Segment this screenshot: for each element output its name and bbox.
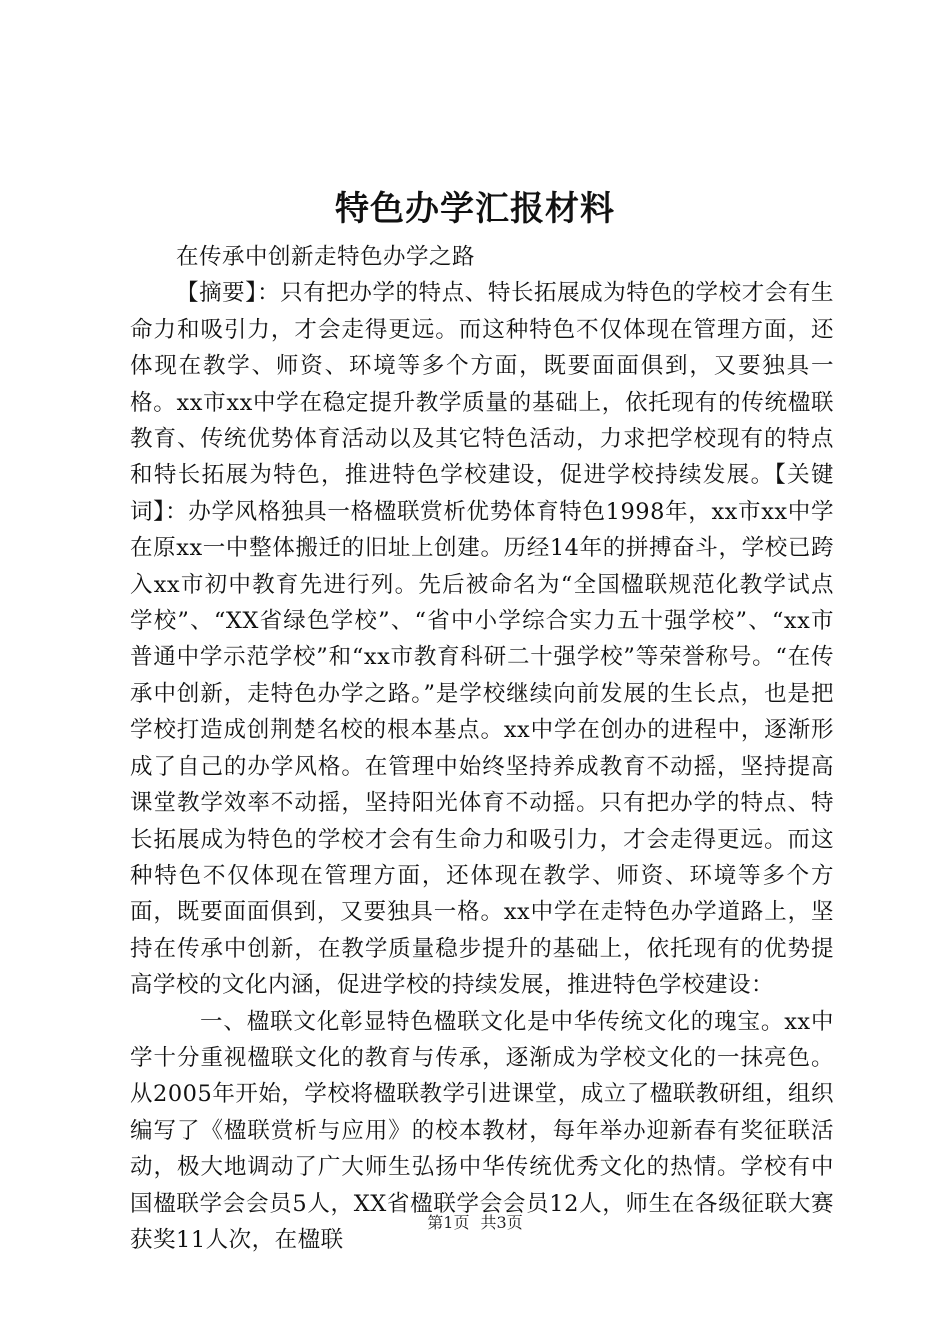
page-footer: 第1页 共3页 bbox=[427, 1213, 523, 1232]
paragraph-abstract: 【摘要】：只有把办学的特点、特长拓展成为特色的学校才会有生命力和吸引力，才会走得更远。而这种特色不仅体现在管理方面，还体现在教学、师资、环境等多个方面，既要面面俱到，又要独具一格。xx市xx中学在稳定提升教学质量的基础上，依托现有的传统楹联教育、传统优势体育活动以及其它特色活动，力求把学校现有的特点和特长拓展为特色，推进特色学校建设，促进学校持续发展。【关键词】：办学风格独具一格楹联赏析优势体育特色1998年，xx市xx中学在原xx一中整体搬迁的旧址上创建。历经14年的拼搏奋斗，学校已跨入xx市初中教育先进行列。先后被命名为“全国楹联规范化教学试点学校”、“XX省绿色学校”、“省中小学综合实力五十强学校”、“xx市普通中学示范学校”和“xx市教育科研二十强学校”等荣誉称号。“在传承中创新，走特色办学之路。”是学校继续向前发展的生长点，也是把学校打造成创荆楚名校的根本基点。xx中学在创办的进程中，逐渐形成了自己的办学风格。在管理中始终坚持养成教育不动摇，坚持提高课堂教学效率不动摇，坚持阳光体育不动摇。只有把办学的特点、特长拓展成为特色的学校才会有生命力和吸引力，才会走得更远。而这种特色不仅体现在管理方面，还体现在教学、师资、环境等多个方面，既要面面俱到，又要独具一格。xx中学在走特色办学道路上，坚持在传承中创新，在教学质量稳步提升的基础上，依托现有的优势提高学校的文化内涵，促进学校的持续发展，推进特色学校建设： bbox=[130, 280, 834, 999]
document-title: 特色办学汇报材料 bbox=[335, 189, 615, 229]
paragraph-section-one: 一、楹联文化彰显特色楹联文化是中华传统文化的瑰宝。xx中学十分重视楹联文化的教育与传承，逐渐成为学校文化的一抹亮色。从2005年开始，学校将楹联教学引进课堂，成立了楹联教研组，组织编写了《楹联赏析与应用》的校本教材，每年举办迎新春有奖征联活动，极大地调动了广大师生弘扬中华传统优秀文化的热情。学校有中国楹联学会会员5人，XX省楹联学会会员12人，师生在各级征联大赛获奖11人次，在楹联 bbox=[130, 1008, 834, 1253]
document-body bbox=[130, 239, 834, 1258]
document-subtitle: 在传承中创新走特色办学之路 bbox=[176, 244, 476, 270]
